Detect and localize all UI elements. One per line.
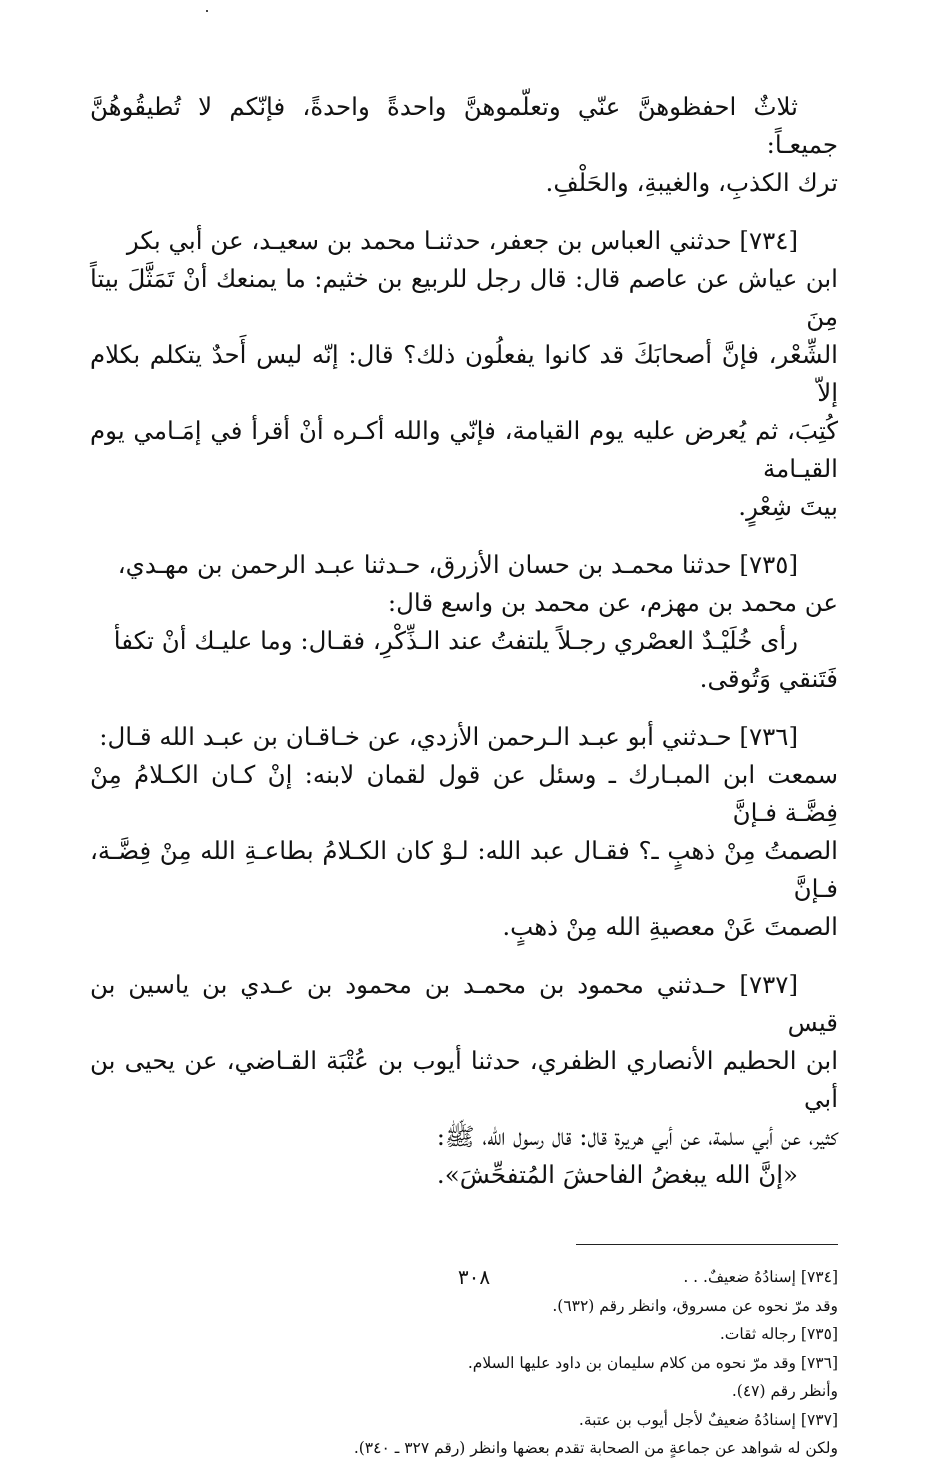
main-text bbox=[90, 88, 838, 1194]
text-line: ابن عياش عن عاصم قال: قال رجل للربيع بن خثيم: ما يمنعك أنْ تَمَثَّلَ بيتاً مِنَ bbox=[90, 264, 838, 331]
text-line: الشِّعْر، فإنَّ أصحابَكَ قد كانوا يفعلُون ذلك؟ قال: إنّه ليس أَحدٌ يتكلم بكلام إلاّ bbox=[90, 340, 838, 407]
footnotes bbox=[90, 1263, 838, 1463]
text-line: سمعت ابن المبـارك ـ وسئل عن قول لقمان لابنه: إنْ كـان الكـلامُ مِنْ فِضَّـة فـإنَّ bbox=[90, 760, 838, 827]
text-line: [٧٣٥] حدثنا محمـد بن حسان الأزرق، حـدثنا عبـد الرحمن بن مهـدي، bbox=[117, 550, 798, 579]
footnote-line: [٧٣٧] إسنادُهُ ضعيفٌ لأجل أيوب بن عتبة. bbox=[578, 1410, 838, 1429]
text-line: رأى خُلَيْـدٌ العصْري رجـلاً يلتفتُ عند الـذِّكْرِ، فقـال: وما عليـك أنْ تكفأ bbox=[113, 626, 798, 655]
entry-736 bbox=[90, 718, 838, 946]
text-line: «إنَّ الله يبغضُ الفاحشَ المُتفحِّشَ». bbox=[436, 1160, 798, 1189]
entry-734 bbox=[90, 222, 838, 526]
footnote-line: وقد مرّ نحوه عن مسروق، وانظر رقم (٦٣٢). bbox=[552, 1296, 838, 1315]
entry-735 bbox=[90, 546, 838, 698]
footnote-line: وأنظر رقم (٤٧). bbox=[731, 1382, 838, 1400]
entry-737 bbox=[90, 966, 838, 1194]
scan-speck bbox=[206, 10, 208, 12]
text-line: عن محمد بن مهزم، عن محمد بن واسع قال: bbox=[387, 588, 838, 617]
text-line: ترك الكذبِ، والغيبةِ، والحَلْفِ. bbox=[545, 168, 838, 197]
entry-continuation bbox=[90, 88, 838, 202]
page-number: ٣٠٨ bbox=[457, 1265, 491, 1289]
text-line: فَتَنقي وَتُوقى. bbox=[699, 664, 838, 693]
text-line: كُتِبَ، ثم يُعرض عليه يوم القيامة، فإنّي والله أكـره أنْ أقرأ في إمَـامي يوم القيـامة bbox=[90, 416, 838, 483]
footnote-line: ولكن له شواهد عن جماعةٍ من الصحابة تقدم بعضها وانظر (رقم ٣٢٧ ـ ٣٤٠). bbox=[353, 1439, 838, 1457]
text-line: بيتَ شِعْرٍ. bbox=[738, 492, 838, 521]
text-line: الصمتَ عَنْ معصيةِ الله مِنْ ذهبٍ. bbox=[502, 912, 838, 941]
footnote-line: [٧٣٦] وقد مرّ نحوه من كلام سليمان بن داود عليها السلام. bbox=[467, 1353, 838, 1372]
footnote-separator bbox=[576, 1244, 838, 1245]
text-line: الصمتُ مِنْ ذهبٍ ـ؟ فقـال عبد الله: لـوْ كان الكـلامُ بطاعـةِ الله مِنْ فِضَّـة، فـإنَّ bbox=[90, 836, 838, 903]
footnote-line: [٧٣٤] إسنادُهُ ضعيفٌ. . . bbox=[683, 1268, 838, 1286]
text-line: [٧٣٧] حـدثني محمود بن محمـد بن محمود بن عـدي بن ياسين بن قيس bbox=[90, 970, 838, 1037]
text-line: [٧٣٤] حدثني العباس بن جعفر، حدثنـا محمد بن سعيـد، عن أبي بكر bbox=[126, 226, 798, 255]
footnote-line: [٧٣٥] رجاله ثقات. bbox=[719, 1325, 838, 1343]
text-line: [٧٣٦] حـدثني أبو عبـد الـرحمن الأزدي، عن خـاقـان بن عبـد الله قـال: bbox=[99, 722, 798, 751]
text-line: ابن الحطيم الأنصاري الظفري، حدثنا أيوب بن عُتْبَة القـاضي، عن يحيى بن أبي bbox=[90, 1046, 838, 1113]
text-line: ثلاثٌ احفظوهنَّ عنّي وتعلّموهنَّ واحدةً واحدةً، فإنّكم لا تُطيقُوهُنَّ جميعـاً: bbox=[90, 92, 838, 159]
text-line: كثير، عن أبي سلمة، عن أبي هريرة قال: قال رسول الله، ﷺ: bbox=[436, 1122, 838, 1151]
